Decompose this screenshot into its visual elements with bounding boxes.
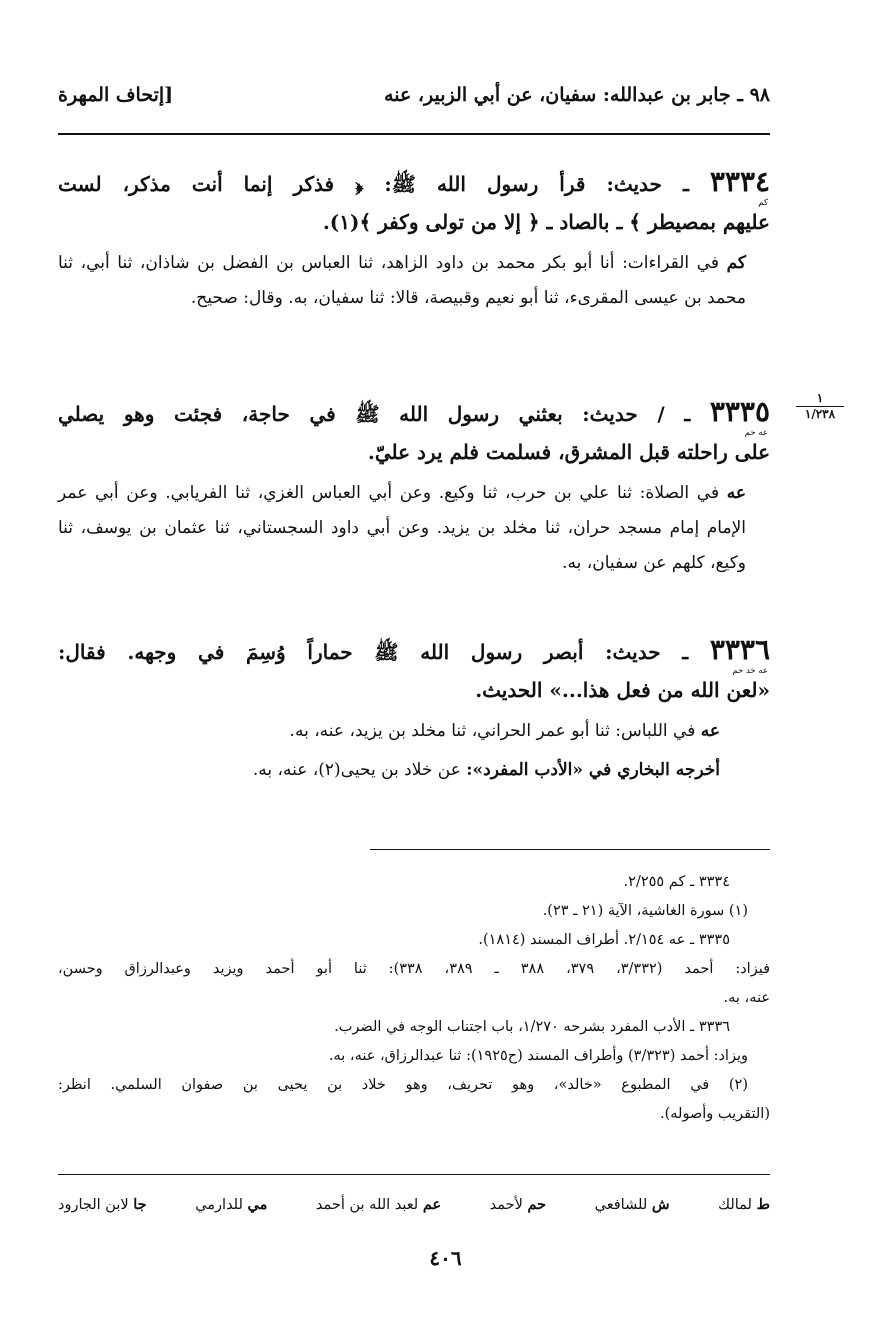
abbreviations-rule — [58, 1174, 770, 1175]
extra-source: أخرجه البخاري في «الأدب المفرد»: — [466, 760, 720, 780]
margin-manuscript-ref — [796, 392, 844, 421]
abbreviation-item: حم لأحمد — [489, 1195, 547, 1213]
hadith-number: ٣٣٣٦ — [709, 633, 770, 666]
hadith-entry-3334 — [58, 165, 771, 316]
entry-heading-line: عليهم بمصيطر ﴾ ـ بالصاد ـ ﴿ إلا من تولى وكفر ﴾(١). — [322, 210, 770, 234]
source-code: كم — [726, 253, 746, 273]
footnote-line: ٣٣٣٤ ـ كم ٢/٢٥٥. — [623, 874, 730, 890]
footnote-line: ٣٣٣٥ ـ عه ٢/١٥٤. أطراف المسند (١٨١٤). — [478, 932, 730, 948]
hadith-entry-3335 — [58, 395, 770, 581]
source-sigla: عه حم — [744, 428, 768, 438]
footnote-rule — [370, 849, 770, 850]
hadith-entry-3336 — [58, 633, 770, 788]
body-text: في اللباس: ثنا أبو عمر الحراني، ثنا مخلد بن يزيد، عنه، به. — [289, 721, 701, 741]
abbreviation-item: ط لمالك — [718, 1195, 770, 1213]
footnote-line: (١) سورة الغاشية، الآية (٢١ ـ ٢٣). — [542, 903, 748, 919]
source-sigla: كم — [758, 198, 768, 208]
source-code: عه — [726, 483, 746, 503]
entry-heading-line: على راحلته قبل المشرق، فسلمت فلم يرد عليّ. — [367, 440, 770, 464]
abbreviation-item: مي للدارمي — [195, 1195, 268, 1213]
footnote-line: عنه، به. — [723, 990, 770, 1006]
book-title: [إتحاف المهرة — [58, 84, 174, 106]
entry-body — [58, 246, 770, 316]
body-text: في القراءات: أنا أبو بكر محمد بن داود الزاهد، ثنا العباس بن الفضل بن شاذان، ثنا أبي، ثنا محمد بن عيسى المقرىء، ثنا أبو نعيم وقبيصة، قالا: ثنا سفيان، به. وقال: صحيح. — [58, 253, 746, 308]
footnote-line: ويزاد: أحمد (٣/٣٢٣) وأطراف المسند (ح١٩٢٥): ثنا عبدالرزاق، عنه، به. — [328, 1048, 748, 1064]
extra-text: عن خلاد بن يحيى(٢)، عنه، به. — [252, 760, 467, 780]
footnote-line: فيزاد: أحمد (٣/٣٣٢، ٣٧٩، ٣٨٨ ـ ٣٨٩، ٣٣٨): ثنا أبو أحمد ويزيد وعبدالرزاق وحسن، — [58, 961, 770, 977]
margin-ref-folio: ١/٢٣٨ — [804, 407, 836, 421]
source-code: عه — [700, 721, 720, 741]
heading-text: ـ / حديث: بعثني رسول الله ﷺ في حاجة، فجئت وهو يصلي — [58, 402, 691, 426]
heading-text: ـ حديث: قرأ رسول الله ﷺ: ﴿ فذكر إنما أنت مذكر، لست — [58, 172, 689, 196]
heading-text: ـ حديث: أبصر رسول الله ﷺ حماراً وُسِمَ في وجهه. فقال: — [58, 640, 689, 664]
running-title: ٩٨ ـ جابر بن عبدالله: سفيان، عن أبي الزبير، عنه — [384, 84, 770, 106]
entry-heading-line — [58, 165, 771, 198]
entry-heading-line — [58, 395, 770, 428]
entry-body — [58, 714, 770, 749]
entry-extra — [58, 753, 770, 788]
body-text: في الصلاة: ثنا علي بن حرب، ثنا وكيع. وعن أبي العباس الغزي، ثنا الفريابي. وعن أبي عمر الإمام إمام مسجد حران، ثنا مخلد بن يزيد. وعن أبي داود السجستاني، ثنا عثمان بن يوسف، ثنا وكيع، كلهم عن سفيان، به. — [58, 483, 746, 573]
footnotes — [58, 868, 770, 1129]
footnote-line: (التقريب وأصوله). — [660, 1106, 770, 1122]
hadith-number: ٣٣٣٥ — [709, 395, 770, 428]
abbreviation-item: ش للشافعي — [594, 1195, 670, 1213]
margin-ref-number: ١ — [796, 392, 844, 407]
entry-heading-line — [58, 633, 770, 666]
header-rule — [58, 133, 770, 135]
hadith-number: ٣٣٣٤ — [709, 165, 771, 198]
abbreviations-key — [58, 1190, 770, 1218]
footnote-line: (٢) في المطبوع «خالد»، وهو تحريف، وهو خلاد بن يحيى بن صفوان السلمي. انظر: — [58, 1077, 748, 1093]
entry-body — [58, 476, 770, 581]
footnote-line: ٣٣٣٦ ـ الأدب المفرد بشرحه ١/٢٧٠، باب اجتناب الوجه في الضرب. — [334, 1019, 730, 1035]
entry-heading-line: «لعن الله من فعل هذا...» الحديث. — [475, 678, 770, 702]
abbreviation-item: عم لعبد الله بن أحمد — [315, 1195, 442, 1213]
page-header — [58, 84, 770, 120]
page-number: ٤٠٦ — [429, 1246, 462, 1270]
source-sigla: عه خد حم — [732, 666, 768, 676]
abbreviation-item: جا لابن الجارود — [58, 1195, 147, 1213]
